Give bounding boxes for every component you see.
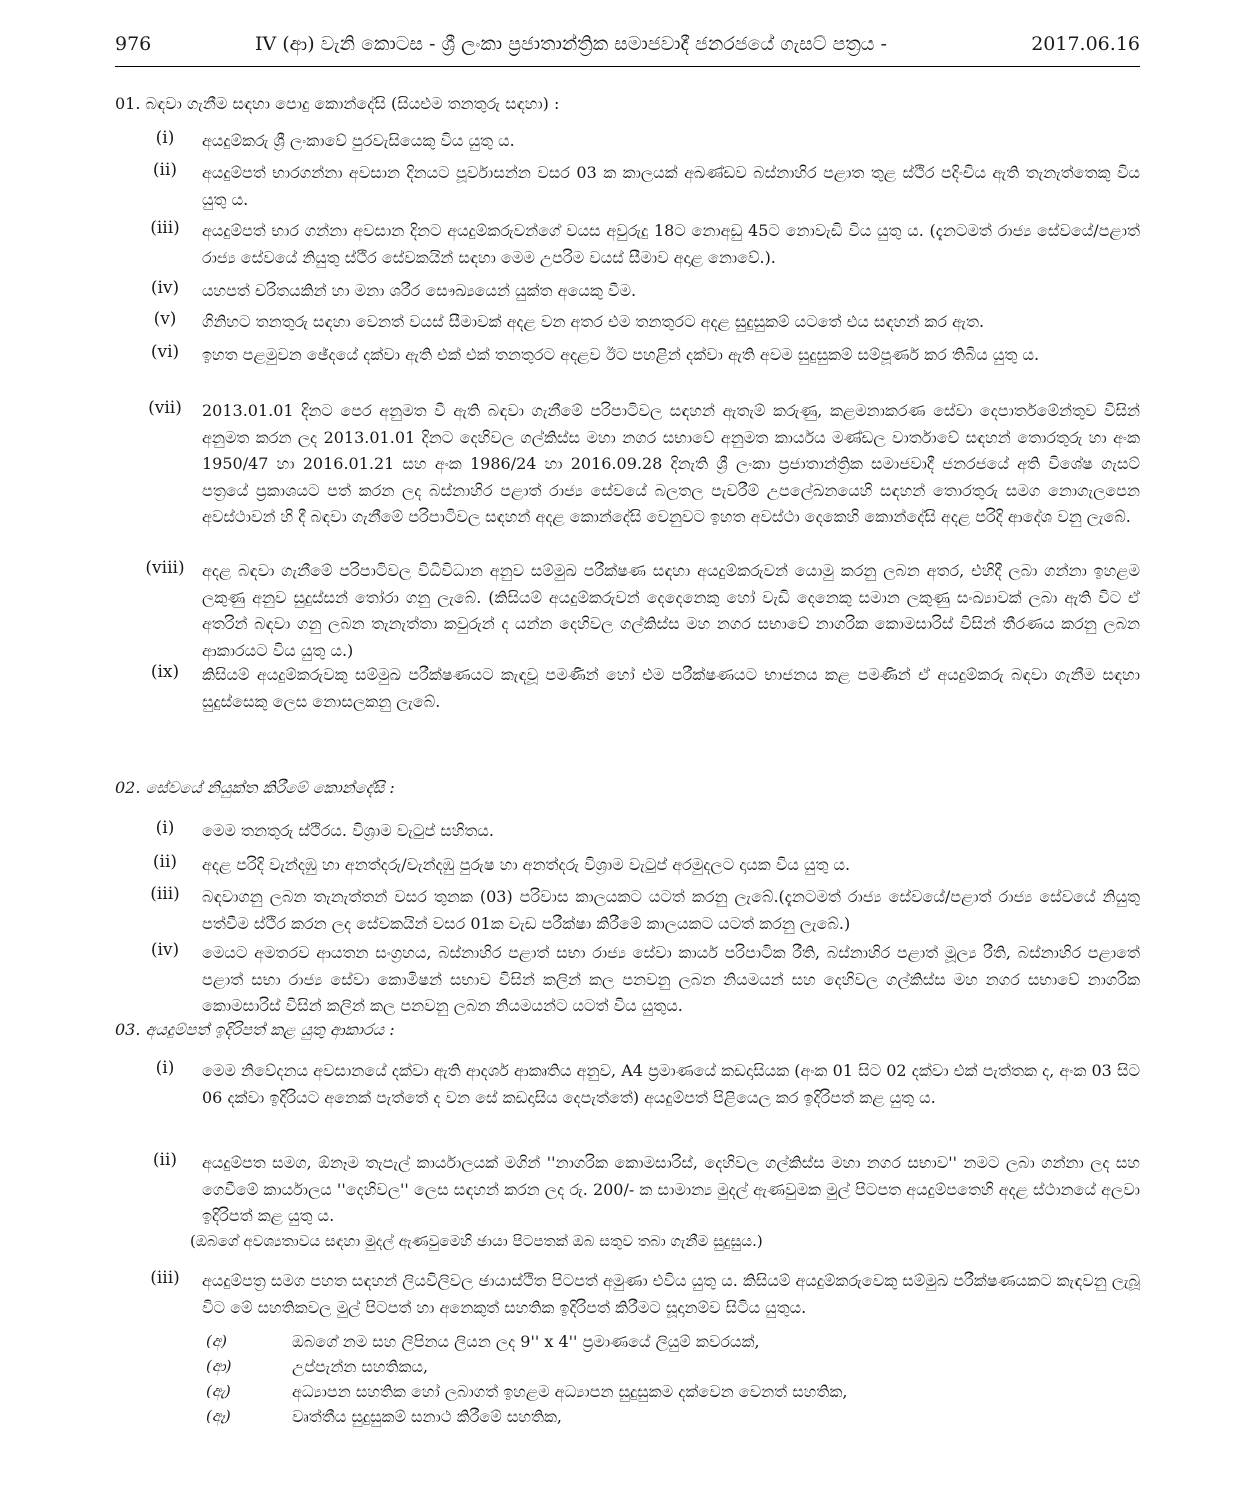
list-item: බඳවාගනු ලබන තැනැත්තන් වසර තුනක (03) පරිවාස කාලයකට යටත් කරනු ලැබේ.(දැනටමත් රාජ්‍ය සේවයේ/පළාත් රාජ්‍ය සේවයේ නියුතු පත්වීම ස්ථිර කරන ලද සේවකයින් වසර 01ක වැඩ පරීක්ෂා කිරීමේ කාලයකට යටත් කරනු ලැබේ.) [202,887,1140,933]
item-number: (i) [155,1058,175,1078]
item-number: (vii) [148,398,182,418]
item-number: (v) [153,309,177,329]
section-03-heading: 03. අයදුම්පත් ඉදිරිපත් කළ යුතු ආකාරය : [115,1020,395,1039]
item-number: (ii) [152,852,178,872]
sub-item: ඔබගේ නම සහ ලිපිනය ලියන ලද 9'' x 4'' ප්‍රමාණයේ ලියුම් කවරයක්, [292,1332,760,1351]
item-number: (ix) [150,662,180,682]
list-item-note: (ඔබගේ අවශ්‍යතාවය සඳහා මුදල් ඇණවුමෙහි ඡායා පිටපතක් ඔබ සතුව තබා ගැනීම සුදුසුය.) [190,1232,763,1250]
sub-item-number: (ඇ) [206,1382,231,1400]
list-item: මෙම නිවේදනය අවසානයේ දක්වා ඇති ආදර්ශ ආකෘතිය අනුව, A4 ප්‍රමාණයේ කඩදාසියක (අංක 01 සිට 02 දක්වා එක් පැත්තක ද, අංක 03 සිට 06 දක්වා ඉදිරියට අනෙක් පැත්තේ ද වන සේ කඩදාසිය දෙපැත්තේ) අයදුම්පත් පිළියෙල කර ඉදිරිපත් කළ යුතු ය. [202,1061,1140,1107]
list-item: අයදුම්පත්‍ර සමග පහත සඳහන් ලියවිලිවල ඡායාස්ථිත පිටපත් අමුණා එවිය යුතු ය. කිසියම් අයදුම්කරුවෙකු සම්මුඛ පරීක්ෂණයකට කැඳවනු ලැබූ විට මේ සහතිකවල මුල් පිටපත් හා අනෙකුත් සහතික ඉදිරිපත් කිරීමට සූදානම්ව සිටිය යුතුය. [202,1271,1140,1317]
list-item: අයදුම්කරු ශ්‍රී ලංකාවේ පුරවැසියෙකු විය යුතු ය. [202,131,515,150]
item-number: (i) [155,818,175,838]
item-number: (vi) [150,342,180,362]
sub-item: අධ්‍යාපන සහතික හෝ ලබාගත් ඉහළම අධ්‍යාපන සුදුසුකම දක්වෙන වෙනත් සහතික, [292,1382,848,1401]
item-number: (iv) [150,278,180,298]
list-item: කිසියම් අයදුම්කරුවකු සම්මුඛ පරීක්ෂණයට කැඳවූ පමණින් හෝ එම පරීක්ෂණයට භාජනය කළ පමණින් ඒ අයදුම්කරු බඳවා ගැනීම සඳහා සුදුස්සෙකු ලෙස නොසලකනු ලැබේ. [202,665,1140,711]
page-number: 976 [115,33,152,55]
sub-item-number: (ආ) [206,1357,232,1375]
list-item: මෙම තනතුරු ස්ථිරය. විශ්‍රාම වැටුප් සහිතය. [202,821,494,840]
list-item: 2013.01.01 දිනට පෙර අනුමත වී ඇති බඳවා ගැනීමේ පරිපාටිවල සඳහන් ඇතැම් කරුණු, කළමනාකරණ සේවා දෙපාර්තමේන්තුව විසින් අනුමත කරන ලද 2013.01.01 දිනට දෙහිවල ගල්කිස්ස මහා නගර සභාවේ අනුමත කාර්යය මණ්ඩල වාර්තාවේ සඳහන් තොරතුරු හා අංක 1950/47 හා 2016.01.21 සහ අංක 1986/24 හා 2016.09.28 දිනැති ශ්‍රී ලංකා ප්‍රජාතාන්ත්‍රික සමාජවාදී ජනරජයේ අති විශේෂ ගැසට් පත්‍රයේ ප්‍රකාශයට පත් කරන ලද බස්නාහිර පළාත් රාජ්‍ය සේවයේ බලතල පැවරීම් උපලේඛනයෙහි සඳහන් තොරතුරු සමග නොගැලපෙන අවස්ථාවන් හි දී බඳවා ගැනීමේ පරිපාටිවල සඳහන් අදළ කොන්දේසි වෙනුවට ඉහත අවස්ථා දෙකෙහි කොන්දේසි අදළ පරිදි ආදේශ වනු ලැබේ. [202,401,1140,526]
list-item: ඉහත පළමුවන ඡේදයේ දක්වා ඇති එක් එක් තනතුරට අදළව ඊට පහළින් දක්වා ඇති අවම සුදුසුකම් සම්පූර්ණ කර තිබිය යුතු ය. [202,345,1040,364]
sub-item: වෘත්තීය සුදුසුකම් සනාථ කිරීමේ සහතික, [292,1407,563,1426]
item-number: (iii) [150,884,180,904]
item-number: (viii) [145,558,185,578]
section-02-heading: 02. සේවයේ නියුක්ත කිරීමේ කොන්දේසි : [115,778,395,797]
item-number: (i) [155,128,175,148]
item-number: (ii) [152,1150,178,1170]
page-header [115,33,1140,63]
sub-item-number: (අ) [206,1332,227,1350]
item-number: (ii) [152,160,178,180]
list-item: අදළ පරිදි වැන්දඹු හා අනත්දරු/වැන්දඹු පුරුෂ හා අනත්දරු විශ්‍රාම වැටුප් අරමුදලට දායක විය යුතු ය. [202,855,851,874]
item-number: (iv) [150,940,180,960]
list-item: මෙයට අමතරව ආයතන සංග්‍රහය, බස්නාහිර පළාත් සභා රාජ්‍ය සේවා කාර්ය පරිපාටික රීති, බස්නාහිර පළාත් මූල්‍ය රීති, බස්නාහිර පළාතේ පළාත් සභා රාජ්‍ය සේවා කොමිෂන් සභාව විසින් කලින් කල පනවනු ලබන නියමයන් සහ දෙහිවල ගල්කිස්ස මහ නගර සභාවේ නාගරික කොමසාරිස් විසින් කලින් කල පනවනු ලබන නියමයන්ට යටත් විය යුතුය. [202,943,1140,1015]
item-number: (iii) [150,218,180,238]
list-item: අදළ බඳවා ගැනීමේ පරිපාටිවල විධිවිධාන අනුව සම්මුඛ පරීක්ෂණ සඳහා අයදුම්කරුවන් යොමු කරනු ලබන අතර, එහිදී ලබා ගන්නා ඉහළම ලකුණු අනුව සුදුස්සන් තෝරා ගනු ලැබේ. (කිසියම් අයදුම්කරුවන් දෙදෙනෙකු හෝ වැඩි දෙනෙකු සමාන ලකුණු සංඛ්‍යාවක් ලබා ඇති විට ඒ අතරින් බඳවා ගනු ලබන තැනැත්තා කවුරුන් ද යන්න දෙහිවල ගල්කිස්ස මහ නගර සභාවේ නාගරික කොමසාරිස් විසින් තීරණය කරනු ලබන ආකාරයට විය යුතු ය.) [202,561,1140,660]
list-item: අයදුම්පත සමග, ඕනෑම තැපැල් කාර්යාලයක් මගින් ''නාගරික කොමසාරිස්, දෙහිවල ගල්කිස්ස මහා නගර සභාව'' නමට ලබා ගන්නා ලද සහ ගෙවීමේ කාර්යාලය ''දෙහිවල'' ලෙස සඳහන් කරන ලද රු. 200/- ක සාමාන්‍ය මුදල් ඇණවුමක මුල් පිටපත අයදුම්පතෙහි අදළ ස්ථානයේ අලවා ඉදිරිපත් කළ යුතු ය. [202,1153,1140,1225]
gazette-date: 2017.06.16 [1031,33,1140,55]
sub-item-number: (ඈ) [206,1407,231,1425]
item-number: (iii) [150,1268,180,1288]
sub-item: උප්පැන්න සහතිකය, [292,1357,429,1376]
list-item: ගිනිහට තනතුරු සඳහා වෙනත් වයස් සීමාවක් අදළ වන අතර එම තනතුරට අදළ සුදුසුකම් යටතේ එය සඳහන් කර ඇත. [202,312,985,331]
section-01-heading: 01. බඳවා ගැනීම සඳහා පොදු කොන්දේසි (සියළුම තනතුරු සඳහා) : [115,94,560,113]
list-item: අයදුම්පත් භාර ගන්නා අවසාන දිනට අයදුම්කරුවන්ගේ වයස අවුරුදු 18ට නොඅඩු 45ට නොවැඩි විය යුතු ය. (දැනටමත් රාජ්‍ය සේවයේ/පළාත් රාජ්‍ය සේවයේ නියුතු ස්ථිර සේවකයින් සඳහා මෙම උපරිම වයස් සීමාව අදාළ නොවේ.). [202,221,1140,267]
header-rule [115,66,1140,67]
list-item: යහපත් චරිතයකින් හා මනා ශරීර සෞඛ්‍යයෙන් යුක්ත අයෙකු වීම. [202,281,637,300]
list-item: අයදුම්පත් භාරගන්නා අවසාන දිනයට පූර්වාසන්න වසර 03 ක කාලයක් අඛණ්ඩව බස්නාහිර පළාත තුළ ස්ථිර පදිංචිය ඇති තැනැත්තෙකු විය යුතු ය. [202,163,1140,209]
gazette-title: IV (ආ) වැනි කොටස - ශ්‍රී ලංකා ප්‍රජාතාන්ත්‍රික සමාජවාදී ජනරජයේ ගැසට් පත්‍රය - [255,33,887,55]
